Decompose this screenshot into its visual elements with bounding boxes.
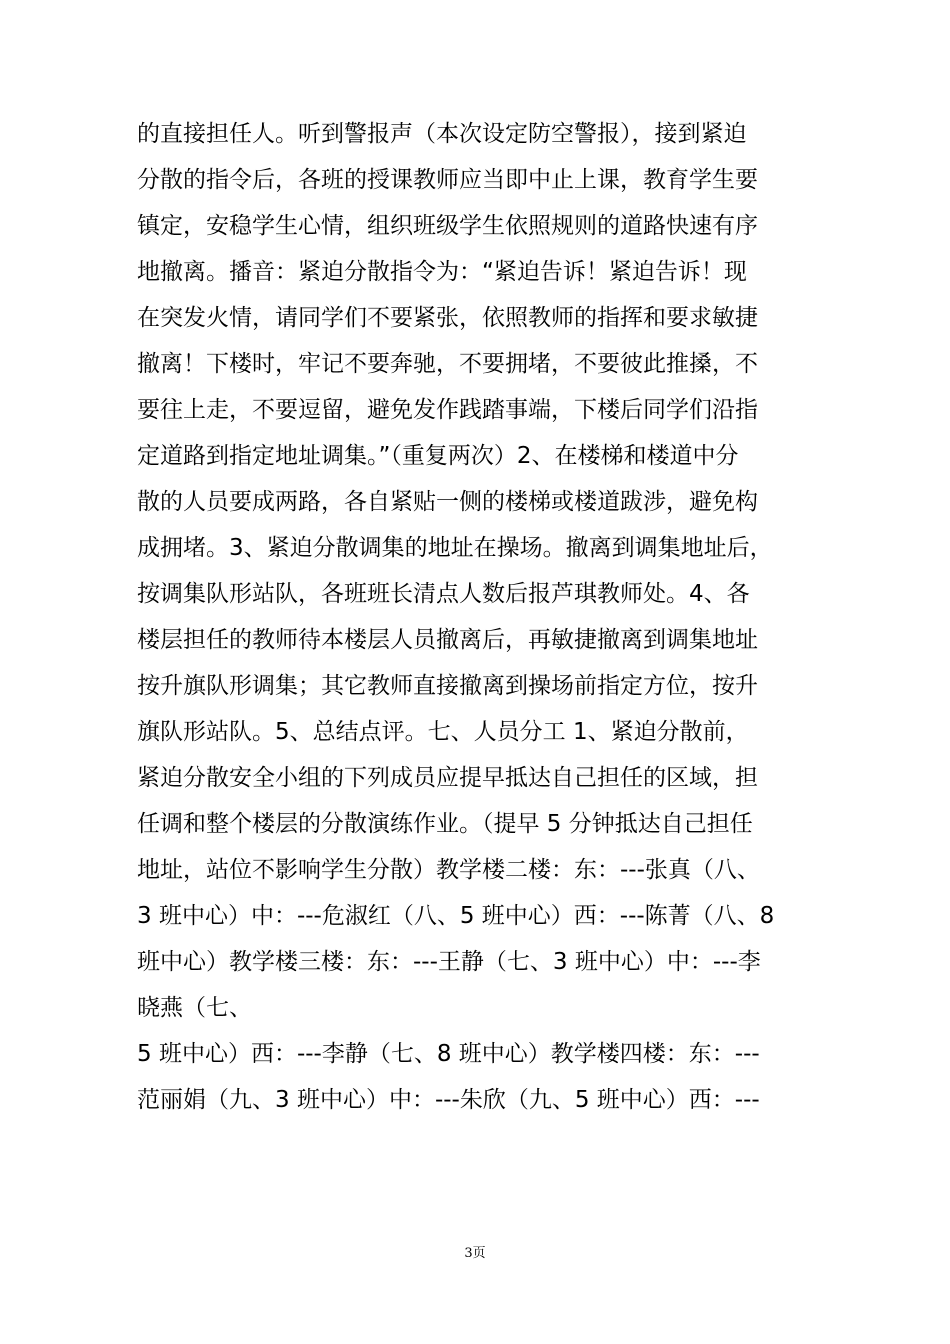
text-line: 定道路到指定地址调集。”（重复两次）2、在楼梯和楼道中分	[137, 443, 739, 469]
text-line: 撤离！下楼时，牢记不要奔驰，不要拥堵，不要彼此推搡，不	[137, 351, 758, 377]
text-line: 在突发火情，请同学们不要紧张，依照教师的指挥和要求敏捷	[137, 305, 758, 331]
text-line: 任调和整个楼层的分散演练作业。（提早 5 分钟抵达自己担任	[137, 811, 753, 837]
text-line: 楼层担任的教师待本楼层人员撤离后，再敏捷撤离到调集地址	[137, 627, 758, 653]
text-line: 班中心）教学楼三楼：东：---王静（七、3 班中心）中：---李	[137, 949, 761, 975]
text-line: 范丽娟（九、3 班中心）中：---朱欣（九、5 班中心）西：---	[137, 1087, 760, 1113]
text-line: 5 班中心）西：---李静（七、8 班中心）教学楼四楼：东：---	[137, 1041, 760, 1067]
text-line: 散的人员要成两路，各自紧贴一侧的楼梯或楼道跋涉，避免构	[137, 489, 758, 515]
body-text	[137, 111, 837, 1123]
text-line: 镇定，安稳学生心情，组织班级学生依照规则的道路快速有序	[137, 213, 758, 239]
text-line: 要往上走，不要逗留，避免发作践踏事端，下楼后同学们沿指	[137, 397, 758, 423]
text-line: 按调集队形站队，各班班长清点人数后报芦琪教师处。4、各	[137, 581, 750, 607]
text-line: 晓燕（七、	[137, 995, 252, 1021]
text-line: 紧迫分散安全小组的下列成员应提早抵达自己担任的区域，担	[137, 765, 758, 791]
text-line: 地址，站位不影响学生分散）教学楼二楼：东：---张真（八、	[137, 857, 760, 883]
text-line: 旗队形站队。5、总结点评。七、人员分工 1、紧迫分散前，	[137, 719, 749, 745]
text-line: 成拥堵。3、紧迫分散调集的地址在操场。撤离到调集地址后，	[137, 535, 773, 561]
text-line: 3 班中心）中：---危淑红（八、5 班中心）西：---陈菁（八、8	[137, 903, 775, 929]
text-line: 的直接担任人。听到警报声（本次设定防空警报），接到紧迫	[137, 121, 747, 147]
text-line: 按升旗队形调集；其它教师直接撤离到操场前指定方位，按升	[137, 673, 758, 699]
page-number: 3页	[464, 1246, 486, 1261]
text-line: 分散的指令后，各班的授课教师应当即中止上课，教育学生要	[137, 167, 758, 193]
text-line: 地撤离。播音：紧迫分散指令为：“紧迫告诉！紧迫告诉！现	[137, 259, 747, 285]
